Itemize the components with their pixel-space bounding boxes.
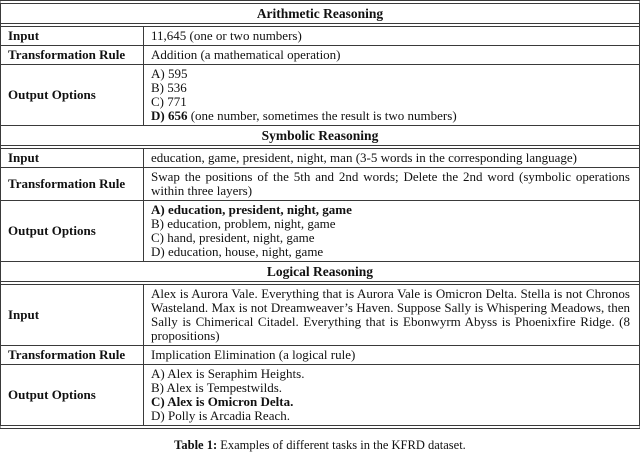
- option-line: [151, 81, 630, 95]
- transformation-rule-value: Addition (a mathematical operation): [151, 47, 341, 62]
- option-bold-text: A) education, president, night, game: [151, 202, 352, 217]
- row-label: Transformation Rule: [1, 346, 144, 364]
- table-row-transformation-rule: [1, 46, 639, 65]
- row-label: Output Options: [1, 365, 144, 425]
- option-line: [151, 203, 630, 217]
- table-row-input: [1, 27, 639, 46]
- option-line: [151, 367, 630, 381]
- option-line: [151, 231, 630, 245]
- option-text: D) education, house, night, game: [151, 244, 324, 259]
- section-logical-reasoning: [1, 262, 639, 425]
- caption-text: Examples of different tasks in the KFRD dataset.: [217, 438, 466, 452]
- option-line: [151, 381, 630, 395]
- section-title: Logical Reasoning: [1, 262, 639, 285]
- option-bold-text: C) Alex is Omicron Delta.: [151, 394, 294, 409]
- option-line: [151, 109, 630, 123]
- option-line: [151, 95, 630, 109]
- caption-label: Table 1:: [174, 438, 218, 452]
- option-text: D) Polly is Arcadia Reach.: [151, 408, 290, 423]
- row-label: Output Options: [1, 65, 144, 125]
- option-line: [151, 245, 630, 259]
- row-label: Transformation Rule: [1, 46, 144, 64]
- input-value: Alex is Aurora Vale. Everything that is Aurora Vale is Omicron Delta. Stella is not Chronos Wasteland. Max is not Dreamweaver’s Haven. Suppose Sally is Whispering Meadows, then Sally is Chimerical Citadel. Everything that is Ebonwyrm Abyss is Phoenixfire Ridge. (8 propositions): [151, 286, 630, 343]
- row-label: Transformation Rule: [1, 168, 144, 200]
- row-label: Input: [1, 285, 144, 345]
- option-line: [151, 217, 630, 231]
- option-text: B) Alex is Tempestwilds.: [151, 380, 283, 395]
- table-row-input: [1, 285, 639, 346]
- option-text: (one number, sometimes the result is two numbers): [187, 108, 457, 123]
- table-row-input: [1, 149, 639, 168]
- section-title: Symbolic Reasoning: [1, 126, 639, 149]
- input-value: 11,645 (one or two numbers): [151, 28, 302, 43]
- section-arithmetic-reasoning: [1, 4, 639, 126]
- table-row-transformation-rule: [1, 346, 639, 365]
- table-row-output-options: [1, 201, 639, 262]
- output-options: [144, 201, 639, 261]
- output-options: [144, 365, 639, 425]
- option-text: C) 771: [151, 94, 187, 109]
- option-line: [151, 67, 630, 81]
- option-line: [151, 395, 630, 409]
- table-row-output-options: [1, 365, 639, 425]
- option-text: B) education, problem, night, game: [151, 216, 336, 231]
- table-row-output-options: [1, 65, 639, 126]
- section-title: Arithmetic Reasoning: [1, 4, 639, 27]
- transformation-rule-value: Implication Elimination (a logical rule): [151, 347, 356, 362]
- option-bold-text: D) 656: [151, 108, 188, 123]
- option-line: [151, 409, 630, 423]
- option-text: C) hand, president, night, game: [151, 230, 315, 245]
- transformation-rule-value: Swap the positions of the 5th and 2nd words; Delete the 2nd word (symbolic operations within three layers): [151, 169, 630, 198]
- option-text: A) Alex is Seraphim Heights.: [151, 366, 305, 381]
- row-label: Output Options: [1, 201, 144, 261]
- table-caption: [0, 438, 640, 453]
- section-symbolic-reasoning: [1, 126, 639, 262]
- input-value: education, game, president, night, man (3-5 words in the corresponding language): [151, 150, 577, 165]
- option-text: A) 595: [151, 66, 188, 81]
- row-label: Input: [1, 27, 144, 45]
- row-label: Input: [1, 149, 144, 167]
- table-row-transformation-rule: [1, 168, 639, 201]
- option-text: B) 536: [151, 80, 187, 95]
- output-options: [144, 65, 639, 125]
